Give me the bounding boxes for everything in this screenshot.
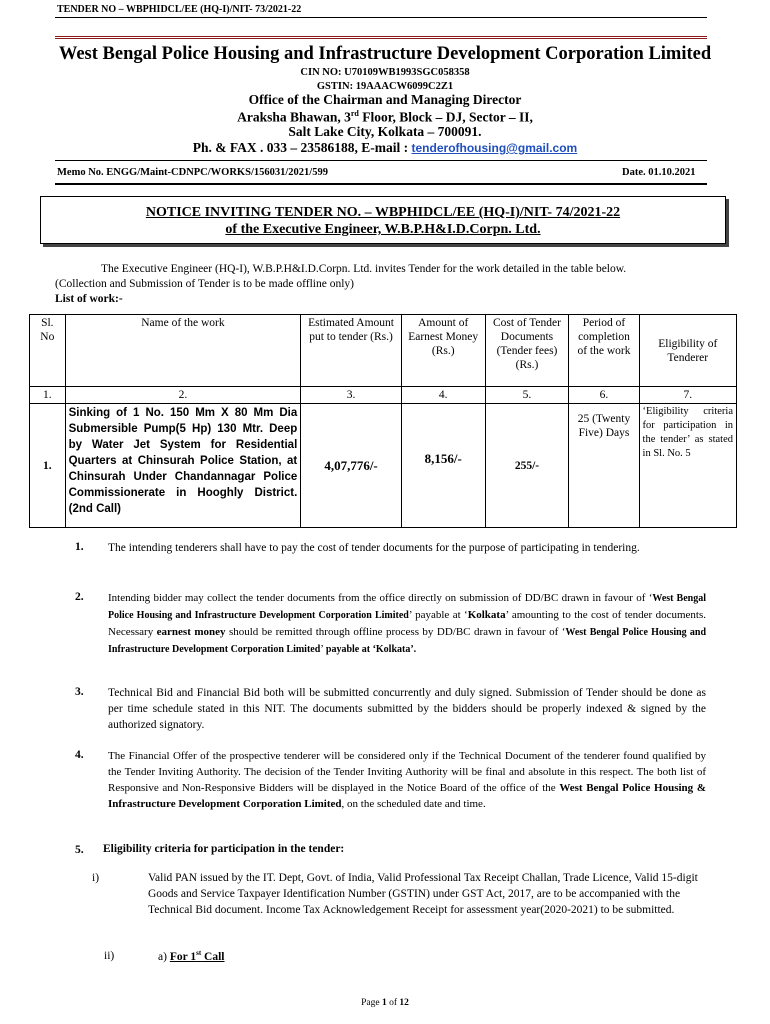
table-row bbox=[30, 404, 737, 528]
row-emd: 8,156/- bbox=[401, 404, 485, 528]
work-table bbox=[29, 314, 737, 528]
clause-5-heading: Eligibility criteria for participation in the tender: bbox=[103, 843, 345, 855]
intro-line-1: The Executive Engineer (HQ-I), W.B.P.H&I.D.Corpn. Ltd. invites Tender for the work detailed in the table below. bbox=[101, 263, 627, 275]
index-cell: 4. bbox=[401, 387, 485, 404]
office-title: Office of the Chairman and Managing Director bbox=[248, 92, 522, 107]
row-cost: 255/- bbox=[485, 404, 569, 528]
tender-reference: TENDER NO – WBPHIDCL/EE (HQ-I)/NIT- 73/2021-22 bbox=[57, 4, 302, 15]
email-link[interactable]: tenderofhousing@gmail.com bbox=[411, 141, 578, 155]
header-cell: Estimated Amount put to tender (Rs.) bbox=[301, 315, 402, 387]
gstin-number: GSTIN: 19AAACW6099C2Z1 bbox=[316, 81, 454, 92]
header-cell: Eligibility of Tenderer bbox=[639, 315, 736, 387]
eligibility-ii-call: a) For 1st Call bbox=[158, 949, 225, 963]
eligibility-i-label: i) bbox=[92, 872, 100, 884]
index-cell: 3. bbox=[301, 387, 402, 404]
intro-text bbox=[55, 262, 715, 307]
contact-line: Ph. & FAX . 033 – 23586188, E-mail : tenderofhousing@gmail.com bbox=[192, 140, 578, 155]
clause-5-number: 5. bbox=[75, 844, 84, 856]
table-header-row bbox=[30, 315, 737, 387]
notice-subtitle: of the Executive Engineer, W.B.P.H&I.D.Corpn. Ltd. bbox=[225, 222, 541, 237]
notice-title: NOTICE INVITING TENDER NO. – WBPHIDCL/EE (HQ-I)/NIT- 74/2021-22 bbox=[145, 205, 621, 220]
table-index-row bbox=[30, 387, 737, 404]
organization-name: West Bengal Police Housing and Infrastructure Development Corporation Limited bbox=[58, 44, 712, 64]
cin-number: CIN NO: U70109WB1993SGC058358 bbox=[300, 67, 470, 78]
header-cell: Amount of Earnest Money (Rs.) bbox=[401, 315, 485, 387]
index-cell: 1. bbox=[30, 387, 66, 404]
address-line-2: Salt Lake City, Kolkata – 700091. bbox=[288, 124, 482, 139]
clause-1-number: 1. bbox=[75, 541, 84, 553]
header-double-rule bbox=[55, 36, 707, 39]
notice-title-box bbox=[40, 196, 726, 244]
row-eligibility: ‘Eligibility criteria for participation in the tender’ as stated in Sl. No. 5 bbox=[639, 404, 736, 528]
header-cell: Cost of Tender Documents (Tender fees) (Rs.) bbox=[485, 315, 569, 387]
header-cell: Sl. No bbox=[30, 315, 66, 387]
header-rule bbox=[55, 17, 707, 18]
index-cell: 2. bbox=[65, 387, 301, 404]
header-cell: Name of the work bbox=[65, 315, 301, 387]
clause-2-number: 2. bbox=[75, 591, 84, 603]
intro-line-2: (Collection and Submission of Tender is to be made offline only) bbox=[55, 278, 354, 290]
clause-3-number: 3. bbox=[75, 686, 84, 698]
memo-bottom-rule bbox=[55, 183, 707, 185]
memo-top-rule bbox=[55, 160, 707, 161]
header-cell: Period of completion of the work bbox=[569, 315, 639, 387]
clause-3-text: Technical Bid and Financial Bid both will be submitted concurrently and duly signed. Submission of Tender should be done as per time schedule stated in this NIT. The documents submitted by the bidders should be properly indexed & signed by the authorized signatory. bbox=[108, 687, 706, 731]
clause-4-number: 4. bbox=[75, 749, 84, 761]
list-of-work-label: List of work:- bbox=[55, 293, 123, 305]
index-cell: 7. bbox=[639, 387, 736, 404]
eligibility-ii-label: ii) bbox=[104, 950, 115, 962]
index-cell: 6. bbox=[569, 387, 639, 404]
row-sl: 1. bbox=[30, 404, 66, 528]
clause-1-text: The intending tenderers shall have to pay the cost of tender documents for the purpose of participating in tendering. bbox=[108, 542, 640, 554]
memo-number: Memo No. ENGG/Maint-CDNPC/WORKS/156031/2021/599 bbox=[57, 167, 328, 178]
row-amount: 4,07,776/- bbox=[301, 404, 402, 528]
page-footer: Page 1 of 12 bbox=[361, 998, 409, 1008]
index-cell: 5. bbox=[485, 387, 569, 404]
address-line-1: Araksha Bhawan, 3rd Floor, Block – DJ, Sector – II, bbox=[237, 109, 533, 125]
row-period: 25 (Twenty Five) Days bbox=[569, 404, 639, 528]
clause-4-text: The Financial Offer of the prospective tenderer will be considered only if the Technical Document of the tenderer found qualified by the Tender Inviting Authority. The decision of the Tender Inviting Authority will be final and absolute in this respect. The both list of Responsive and Non-Responsive Bidders will be displayed in the Notice Board of the office of the West Bengal Police Housing & Infrastructure Development Corporation Limited, on the scheduled date and time. bbox=[108, 750, 706, 810]
clause-2-text: Intending bidder may collect the tender documents from the office directly on submission of DD/BC drawn in favour of ‘West Bengal Police Housing and Infrastructure Development Corporation Limited’ payable at ‘Kolkata’ amounting to the cost of tender documents. Necessary earnest money should be remitted through offline process by DD/BC drawn in favour of ‘West Bengal Police Housing and Infrastructure Development Corporation Limited’ payable at ‘Kolkata’. bbox=[108, 592, 707, 655]
row-work-name: Sinking of 1 No. 150 Mm X 80 Mm Dia Submersible Pump(5 Hp) 130 Mtr. Deep by Water Jet System for Residential Quarters at Chinsurah Police Station, at Chinsurah Under Chandannagar Police Commissionerate in Hooghly District. (2nd Call) bbox=[65, 404, 301, 528]
eligibility-i-text: Valid PAN issued by the IT. Dept, Govt. of India, Valid Professional Tax Receipt Challan, Trade Licence, Valid 15-digit Goods and Service Taxpayer Identification Number (GSTIN) under GST Act, 2017, are to be accompanied with the Technical Bid document. Income Tax Acknowledgement Receipt for assessment year(2020-2021) to be submitted. bbox=[148, 872, 698, 916]
memo-date: Date. 01.10.2021 bbox=[622, 167, 696, 178]
